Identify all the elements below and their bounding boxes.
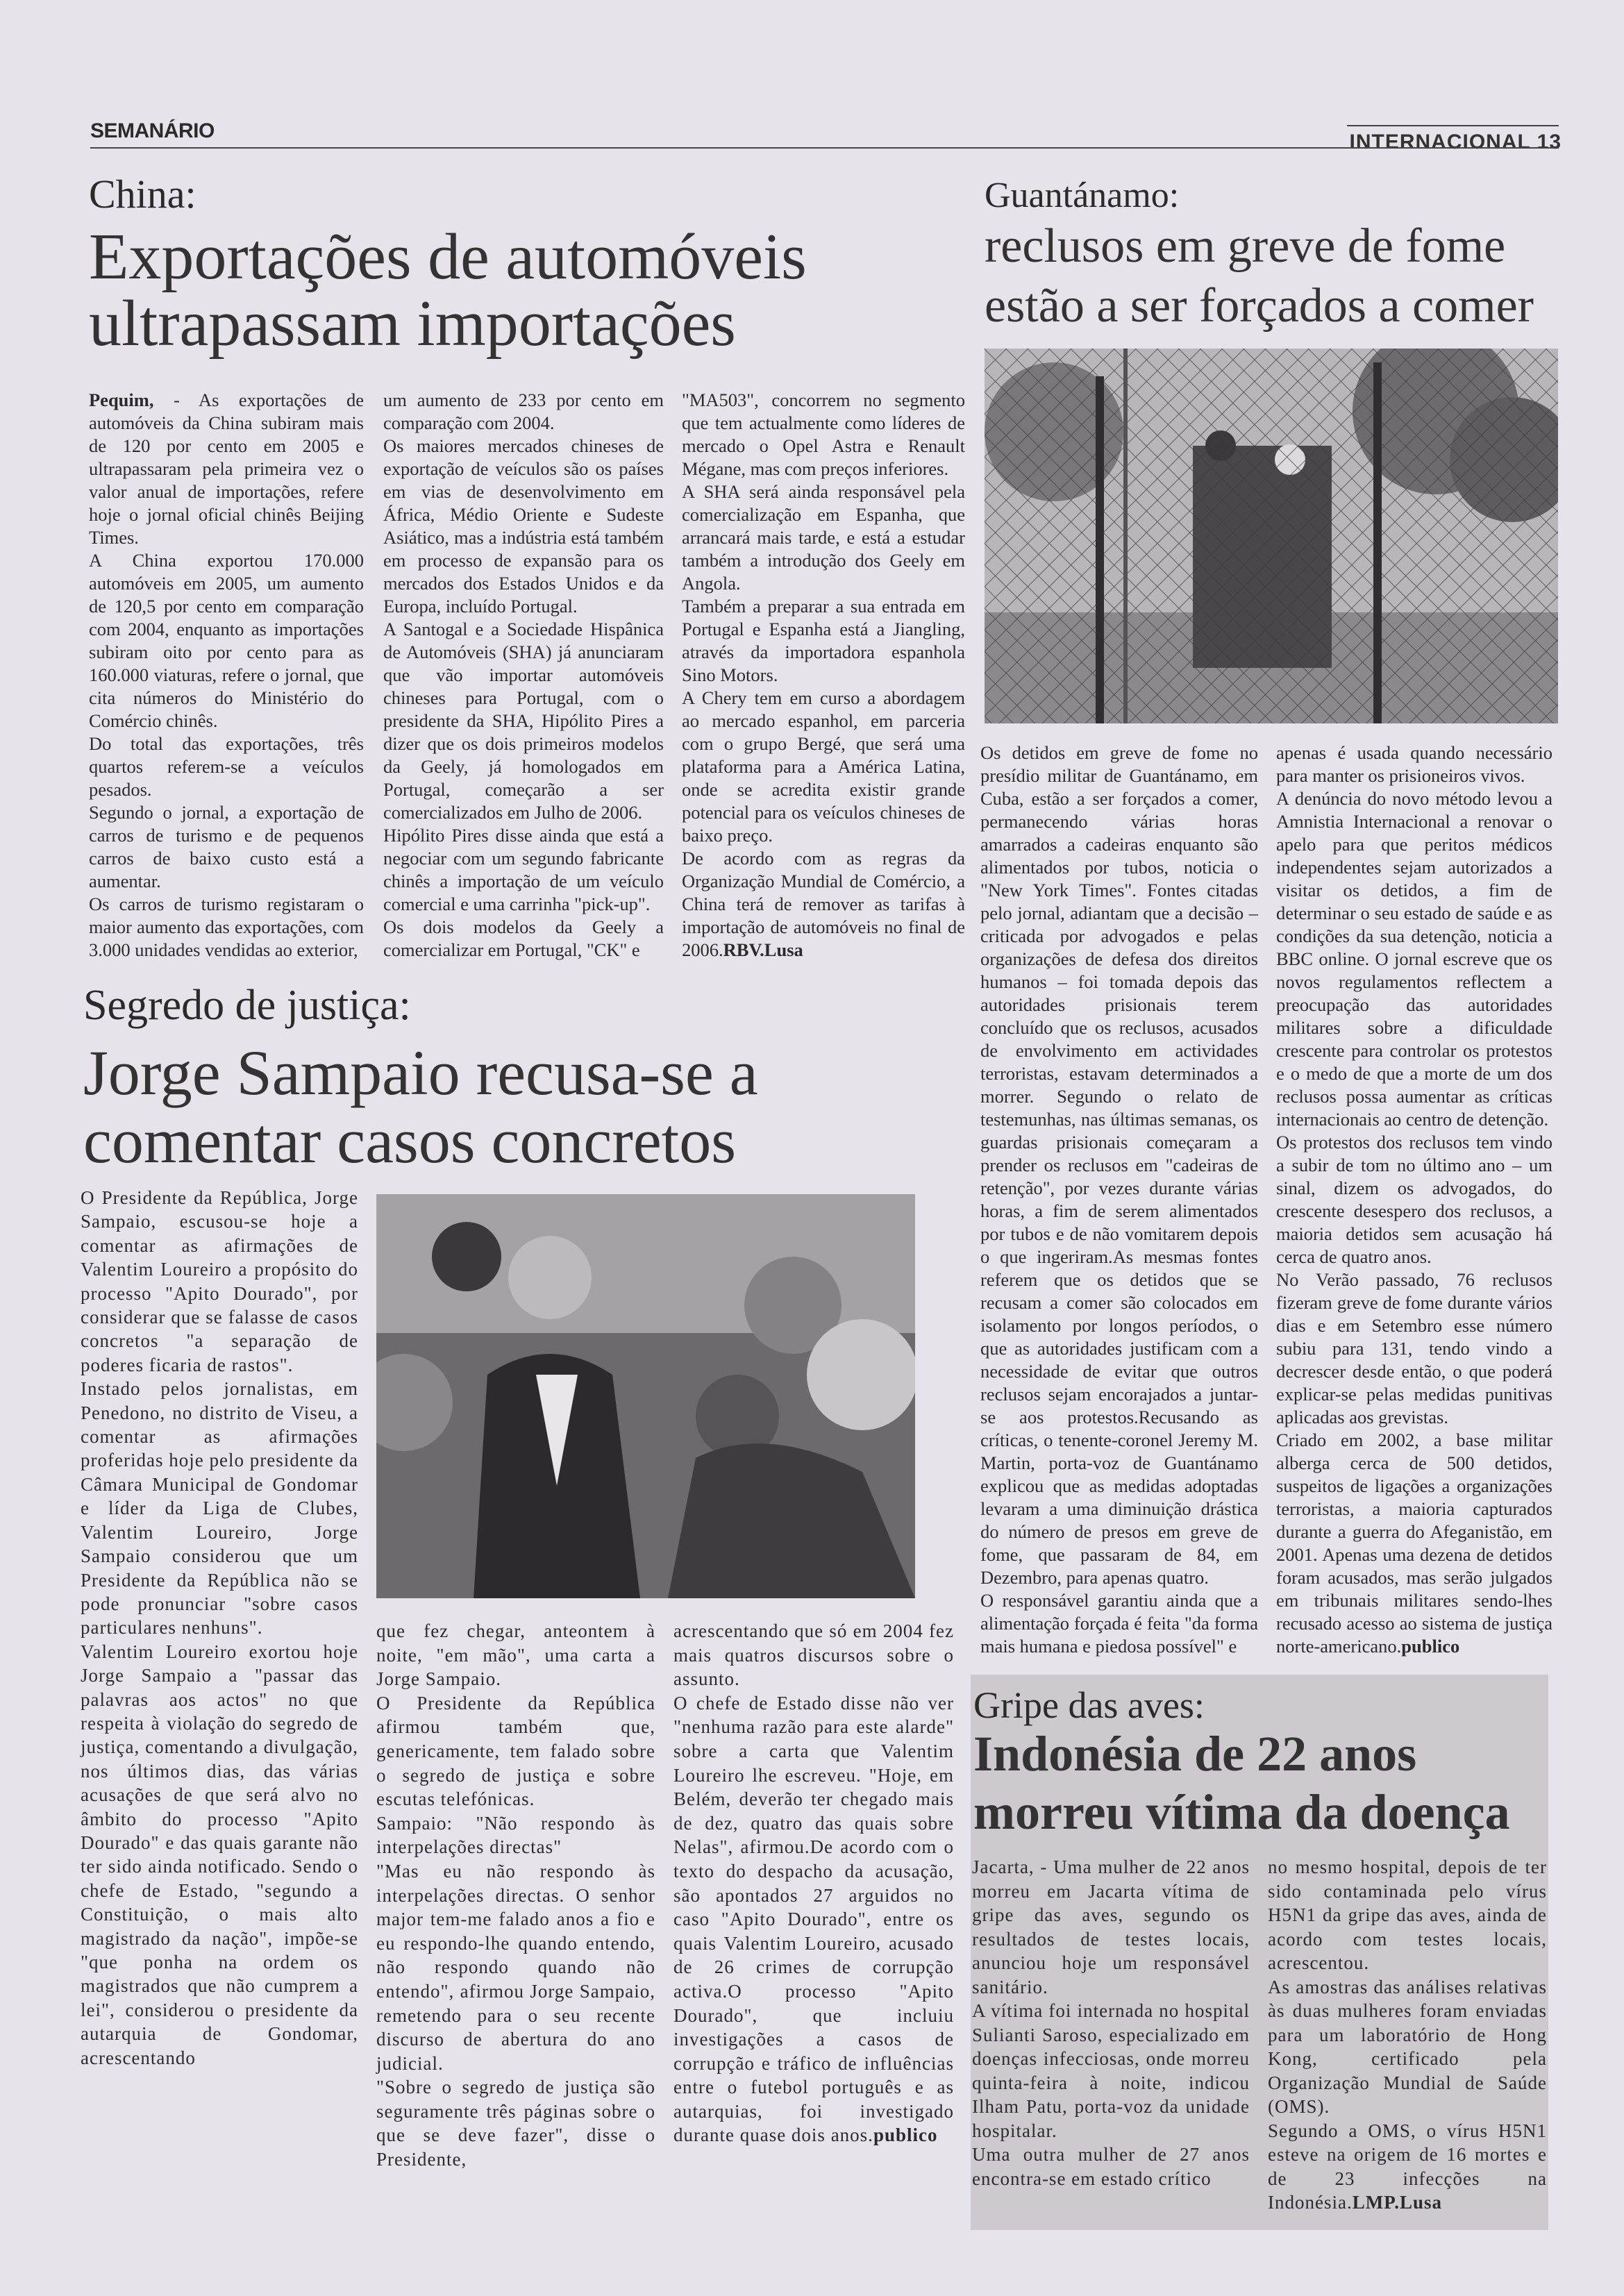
china-col-2: [383, 389, 664, 962]
paragraph: apenas é usada quando necessário para manter os prisioneiros vivos.: [1276, 742, 1552, 786]
guantanamo-col-1: [980, 741, 1258, 1658]
paragraph: A Chery tem em curso a abordagem ao mercado espanhol, em parceria com o grupo Bergé, que será uma plataforma para a América Latina, onde se acredita existir grande potencial para os veículos chineses de baixo preço.: [682, 687, 965, 846]
header-rule: [90, 147, 1559, 149]
crowd-illustration: [376, 1194, 915, 1598]
sampaio-photo: [376, 1194, 915, 1598]
gripe-headline: Indonésia de 22 anos morreu vítima da doença: [973, 1726, 1510, 1840]
paragraph: acrescentando que só em 2004 fez mais quatros discursos sobre o assunto.: [673, 1620, 954, 1690]
paragraph: Jacarta, - Uma mulher de 22 anos morreu em Jacarta vítima de gripe das aves, segundo os resultados de testes locais, anunciou hoje um responsável sanitário.: [972, 1857, 1250, 1997]
paragraph: no mesmo hospital, depois de ter sido contaminada pelo vírus H5N1 da gripe das aves, ainda de acordo com testes locais, acrescentou.: [1268, 1857, 1547, 1973]
china-col-3: [682, 389, 965, 962]
paragraph: Do total das exportações, três quartos referem-se a veículos pesados.: [89, 733, 364, 800]
paragraph: A SHA será ainda responsável pela comercialização em Espanha, que arrancará mais tarde, e está a estudar também a introdução dos Geely em Angola.: [682, 481, 965, 594]
paragraph: Os protestos dos reclusos tem vindo a subir de tom no último ano – um sinal, dizem os advogados, do crescente desespero dos reclusos, a maioria detidos sem acusação há cerca de quatro anos.: [1276, 1132, 1552, 1267]
china-headline: Exportações de automóveis ultrapassam importações: [89, 221, 807, 360]
paragraph: O Presidente da República afirmou também que, genericamente, tem falado sobre o segredo de justiça e sobre escutas telefónicas.: [376, 1692, 655, 1810]
sampaio-col-1: [81, 1186, 358, 2070]
paragraph: A vítima foi internada no hospital Sulianti Saroso, especializado em doenças infecciosas, onde morreu quinta-feira à noite, indicou Ilham Patu, porta-voz da unidade hospitalar.: [972, 2000, 1250, 2141]
paragraph: que fez chegar, anteontem à noite, "em mão", uma carta a Jorge Sampaio.: [376, 1620, 655, 1690]
credit: RBV.Lusa: [723, 939, 803, 960]
sampaio-col-2: [376, 1619, 655, 2172]
paragraph: Os dois modelos da Geely a comercializar em Portugal, "CK" e: [383, 916, 664, 960]
guantanamo-headline: reclusos em greve de fome estão a ser forçados a comer: [985, 219, 1534, 333]
gripe-kicker: Gripe das aves:: [973, 1684, 1205, 1726]
paragraph: O Presidente da República, Jorge Sampaio, escusou-se hoje a comentar as afirmações de Valentim Loureiro a propósito do processo "Apito Dourado", por considerar que se falasse de casos concretos "a separação de poderes ficaria de rastos".: [81, 1187, 358, 1375]
dateline: Pequim,: [89, 389, 154, 410]
paragraph: A denúncia do novo método levou a Amnistia Internacional a renovar o apelo para que peritos médicos independentes sejam autorizados a visitar os detidos, a fim de determinar o seu estado de saúde e as condições da sua detenção, noticia a BBC online. O jornal escreve que os novos regulamentos reflectem a preocupação das autoridades militares sobre a dificuldade crescente para controlar os protestos e o medo de que a morte de um dos reclusos possa aumentar as críticas internacionais ao centro de detenção.: [1276, 788, 1552, 1130]
paragraph: Instado pelos jornalistas, em Penedono, no distrito de Viseu, a comentar as afirmações proferidas hoje pelo presidente da Câmara Municipal de Gondomar e líder da Liga de Clubes, Valentim Loureiro, Jorge Sampaio considerou que um Presidente da República não se pode pronunciar "sobre casos particulares nenhuns".: [81, 1378, 358, 1639]
paragraph: A Santogal e a Sociedade Hispânica de Automóveis (SHA) já anunciaram que vão importar automóveis chineses para Portugal, com o presidente da SHA, Hipólito Pires a dizer que os dois primeiros modelos da Geely, já homologados em Portugal, começarão a ser comercializados em Julho de 2006.: [383, 619, 664, 823]
paragraph: "Mas eu não respondo às interpelações directas. O senhor major tem-me falado anos a fio e eu respondo-lhe quando entendo, não respondo quando não entendo", afirmou Jorge Sampaio, remetendo para o seu recente discurso de abertura do ano judicial.: [376, 1860, 655, 2074]
china-kicker: China:: [89, 171, 196, 217]
paragraph: O responsável garantiu ainda que a alimentação forçada é feita "da forma mais humana e piedosa possível" e: [980, 1590, 1258, 1657]
gripe-col-2: [1268, 1855, 1547, 2215]
paragraph: Uma outra mulher de 27 anos encontra-se em estado crítico: [972, 2144, 1250, 2189]
guantanamo-kicker: Guantánamo:: [985, 176, 1180, 215]
china-col-1: [89, 389, 364, 962]
paragraph: Valentim Loureiro exortou hoje Jorge Sampaio a "passar das palavras aos actos" no que respeita à violação do segredo de justiça, comentando a divulgação, nos últimos dias, das várias acusações de que será alvo no âmbito do processo "Apito Dourado" e das quais garante não ter sido ainda notificado. Sendo o chefe de Estado, "segundo a Constituição, o mais alto magistrado da nação", impõe-se "que ponha na ordem os magistrados que não cumprem a lei", considerou o presidente da autarquia de Gondomar, acrescentando: [81, 1641, 358, 2068]
masthead: SEMANÁRIO: [90, 119, 215, 142]
paragraph: O chefe de Estado disse não ver "nenhuma razão para este alarde" sobre a carta que Valentim Loureiro lhe escreveu. "Hoje, em Belém, deverão ter chegado mais de dez, quatro das quais sobre Nelas", afirmou.De acordo com o texto do despacho da acusação, são apontados 27 arguidos no caso "Apito Dourado", entre os quais Valentim Loureiro, acusado de 26 crimes de corrupção activa.O processo "Apito Dourado", que incluiu investigações a casos de corrupção e tráfico de influências entre o futebol português e as autarquias, foi investigado durante quase dois anos.publico: [673, 1692, 954, 2146]
sampaio-headline: Jorge Sampaio recusa-se a comentar casos concretos: [83, 1037, 758, 1176]
paragraph: Os carros de turismo registaram o maior aumento das exportações, com 3.000 unidades vendidas ao exterior,: [89, 894, 364, 960]
credit: publico: [1401, 1636, 1460, 1657]
paragraph: Segundo o jornal, a exportação de carros de turismo e de pequenos carros de baixo custo está a aumentar.: [89, 802, 364, 891]
paragraph: Segundo a OMS, o vírus H5N1 esteve na origem de 16 mortes e de 23 infecções na Indonésia.LMP.Lusa: [1268, 2120, 1547, 2213]
sampaio-kicker: Segredo de justiça:: [83, 982, 411, 1029]
paragraph: Os detidos em greve de fome no presídio militar de Guantánamo, em Cuba, estão a ser forçados a comer, permanecendo várias horas amarrados a cadeiras enquanto são alimentados por tubos, noticia o "New York Times". Fontes citadas pelo jornal, adiantam que a decisão – criticada por advogados e pelas organizações de defesa dos direitos humanos – foi tomada depois das autoridades prisionais terem concluído que os reclusos, acusados de envolvimento em actividades terroristas, estavam determinados a morrer. Segundo o relato de testemunhas, nas últimas semanas, os guardas prisionais começaram a prender os reclusos em "cadeiras de retenção", por vezes durante várias horas, a fim de serem alimentados por tubos e de não vomitarem depois o que ingeriram.As mesmas fontes referem que os detidos que se recusam a comer são colocados em isolamento por longos períodos, o que as autoridades justificam com a necessidade de evitar que outros reclusos sejam encorajados a juntar-se aos protestos.Recusando as críticas, o tenente-coronel Jeremy M. Martin, porta-voz de Guantánamo explicou que as medidas adoptadas levaram a uma diminuição drástica do número de presos em greve de fome, que passaram de 84, em Dezembro, para apenas quatro.: [980, 742, 1258, 1588]
fence-illustration: [985, 349, 1558, 723]
paragraph: As amostras das análises relativas às duas mulheres foram enviadas para um laboratório de Hong Kong, certificado pela Organização Mundial de Saúde (OMS).: [1268, 1976, 1547, 2117]
credit: LMP.Lusa: [1352, 2192, 1443, 2213]
paragraph: No Verão passado, 76 reclusos fizeram greve de fome durante vários dias e em Setembro esse número subiu para 131, tendo vindo a decrescer desde então, o que poderá explicar-se pelas medidas punitivas aplicadas aos grevistas.: [1276, 1269, 1552, 1427]
paragraph: Os maiores mercados chineses de exportação de veículos são os países em vias de desenvolvimento em África, Médio Oriente e Sudeste Asiático, mas a indústria está também em processo de expansão para os mercados dos Estados Unidos e da Europa, incluído Portugal.: [383, 435, 664, 617]
paragraph: "MA503", concorrem no segmento que tem actualmente como líderes de mercado o Opel Astra e Renault Mégane, mas com preços inferiores.: [682, 389, 965, 479]
guantanamo-photo: [985, 349, 1558, 723]
guantanamo-col-2: [1276, 741, 1552, 1658]
section-rule: [1347, 125, 1559, 126]
paragraph: Também a preparar a sua entrada em Portugal e Espanha está a Jiangling, através da importadora espanhola Sino Motors.: [682, 596, 965, 685]
paragraph: Pequim, - As exportações de automóveis da China subiram mais de 120 por cento em 2005 e ultrapassaram pela primeira vez o valor anual de importações, refere hoje o jornal oficial chinês Beijing Times.: [89, 389, 364, 548]
section-label: INTERNACIONAL 13: [1349, 131, 1562, 153]
sampaio-col-3: [673, 1619, 954, 2147]
paragraph: "Sobre o segredo de justiça são seguramente três páginas sobre o que se deve fazer", disse o Presidente,: [376, 2077, 655, 2170]
paragraph: Sampaio: "Não respondo às interpelações directas": [376, 1812, 655, 1858]
paragraph: A China exportou 170.000 automóveis em 2005, um aumento de 120,5 por cento em comparação com 2004, enquanto as importações subiram oito por cento para as 160.000 viaturas, refere o jornal, que cita números do Ministério do Comércio chinês.: [89, 550, 364, 731]
paragraph: Hipólito Pires disse ainda que está a negociar com um segundo fabricante chinês a importação de um veículo comercial e uma carrinha "pick-up".: [383, 825, 664, 914]
credit: publico: [873, 2125, 938, 2146]
gripe-col-1: [972, 1855, 1250, 2190]
paragraph: Criado em 2002, a base militar alberga cerca de 500 detidos, suspeitos de ligações a organizações terroristas, a maioria capturados durante a guerra do Afeganistão, em 2001. Apenas uma dezena de detidos foram acusados, mas serão julgados em tribunais militares sendo-lhes recusado acesso ao sistema de justiça norte-americano.publico: [1276, 1430, 1552, 1657]
paragraph: De acordo com as regras da Organização Mundial de Comércio, a China terá de remover as tarifas à importação de automóveis no final de 2006.RBV.Lusa: [682, 848, 965, 960]
paragraph: um aumento de 233 por cento em comparação com 2004.: [383, 389, 664, 433]
